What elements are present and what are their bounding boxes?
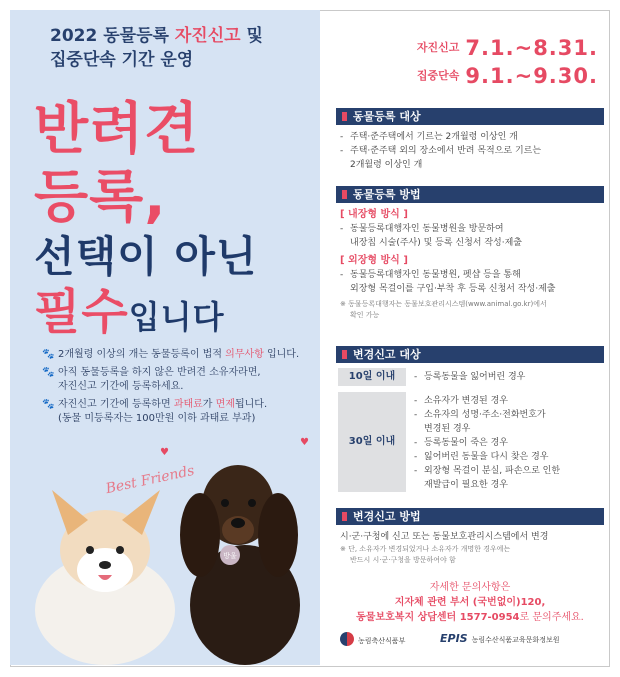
list-item: - 주택·준주택 외의 장소에서 반려 목적으로 기르는 [340,144,602,158]
internal-tag: [ 내장형 방식 ] [340,209,408,220]
period-label: 자진신고 [416,41,460,54]
headline-line4-pink: 필수 [34,284,129,340]
period-label: 집중단속 [416,69,460,82]
contact-line: 자세한 문의사항은 [429,582,511,593]
paw-icon: 🐾 [42,399,55,410]
method-list [340,208,602,321]
ministry-name: 농림축산식품부 [358,637,406,645]
right-panel [330,10,610,665]
header-mark [342,512,347,521]
note-text: 입니다. [263,349,300,360]
headline-line4-navy: 입니다 [128,298,225,336]
section-title: 동물등록 방법 [353,188,421,201]
list-item: - 동물등록대행자인 동물병원을 방문하여 [340,222,602,236]
section-header-change-method [336,508,604,525]
note-text: 2개월령 이상의 개는 동물등록이 법적 [58,349,222,360]
title-line1-highlight: 자진신고 [174,26,241,46]
list-item: - 동물등록대행자인 동물병원, 펫샵 등을 통해 [340,268,602,282]
note-sub: 자진신고 기간에 등록하세요. [58,381,184,392]
external-tag: [ 외장형 방식 ] [340,255,408,266]
change-method-note: 반드시 시·군·구청을 방문하여야 함 [350,556,456,564]
target-list [340,130,602,172]
note-accent: 과태료 [173,399,203,410]
change-list-30 [414,394,604,492]
method-note: ※ 동물등록대행자는 동물보호관리시스템(www.animal.go.kr)에서 [340,300,547,308]
paw-icon: 🐾 [42,349,55,360]
poster-title [50,24,320,72]
note-accent: 면제 [215,399,235,410]
header-mark [342,190,347,199]
epis-logo: EPIS [440,632,468,645]
contact-phone: 동물보호복지 상담센터 1577-0954 [356,612,520,623]
heart-icon: ♥ [160,447,169,458]
best-friends-text: Best Friends [104,462,196,498]
section-title: 변경신고 대상 [353,348,421,361]
period-self-report [417,36,598,60]
title-line1-suffix: 및 [240,26,263,46]
list-item: - 잃어버린 동물을 다시 찾은 경우 [414,450,604,464]
paw-icon: 🐾 [42,367,55,378]
government-emblem-icon [340,632,354,646]
notes-list [42,348,312,430]
change-list-10 [414,370,604,384]
headline-line2: 등록, [34,165,167,230]
header-mark [342,112,347,121]
list-item: 재발급이 필요한 경우 [424,480,508,490]
change-method-note: ※ 단, 소유자가 변경되었거나 소유자가 개명한 경우에는 [340,545,511,553]
title-line1-prefix: 2022 동물등록 [50,26,169,46]
note-accent: 의무사항 [225,349,264,360]
contact-line: 지자체 관련 부서 (국번없이)120, [394,597,546,608]
list-item: - 소유자의 성명·주소·전화번호가 [414,408,604,422]
list-item: 변경된 경우 [424,424,471,434]
contact-info [336,580,604,625]
section-title: 변경신고 방법 [353,510,421,523]
title-line2: 집중단속 기간 운영 [50,50,194,70]
note-item [42,366,312,394]
list-item: - 등록동물이 죽은 경우 [414,436,604,450]
method-note: 확인 가능 [350,311,380,319]
note-text: 아직 동물등록을 하지 않은 반려견 소유자라면, [58,367,261,378]
list-item: - 소유자가 변경된 경우 [414,394,604,408]
left-panel [10,10,320,665]
section-header-change [336,346,604,363]
change-method-text [340,530,602,566]
list-item: - 주택·준주택에서 기르는 2개월령 이상인 개 [340,130,602,144]
dog-tag-text: 방울 [223,552,237,560]
deadline-box-30: 30일 이내 [338,392,406,492]
ministry-logo [340,632,405,646]
note-item [42,398,312,426]
list-item: - 외장형 목걸이 분실, 파손으로 인한 [414,464,604,478]
section-header-method [336,186,604,203]
note-text: 자진신고 기간에 등록하면 [58,399,171,410]
headline-line1: 반려견 [34,97,200,162]
period-value: 7.1.~8.31. [465,36,598,60]
list-item: 2개월령 이상인 개 [350,160,423,170]
section-title: 동물등록 대상 [353,110,421,123]
list-item: - 등록동물을 잃어버린 경우 [414,370,604,384]
dachshund-illustration [180,465,300,665]
period-value: 9.1.~9.30. [465,64,598,88]
contact-line: 로 문의주세요. [519,612,584,623]
note-sub: (동물 미등록자는 100만원 이하 과태료 부과) [58,413,256,424]
list-item: 외장형 목걸이를 구입·부착 후 등록 신청서 작성·제출 [350,284,556,294]
note-text: 됩니다. [234,399,268,410]
institute-name: 농림수산식품교육문화정보원 [471,636,560,644]
headline-line4 [34,284,225,340]
header-mark [342,350,347,359]
deadline-box-10: 10일 이내 [338,368,406,386]
note-text: 가 [202,399,213,410]
corgi-illustration [35,490,175,665]
note-item [42,348,312,362]
section-header-target [336,108,604,125]
institute-logo [440,632,560,645]
list-item: 내장칩 시술(주사) 및 등록 신청서 작성·제출 [350,238,522,248]
change-method-line: 시·군·구청에 신고 또는 동물보호관리시스템에서 변경 [340,532,549,542]
period-crackdown [417,64,598,88]
heart-icon: ♥ [300,437,309,448]
headline-line3: 선택이 아닌 [34,232,258,281]
